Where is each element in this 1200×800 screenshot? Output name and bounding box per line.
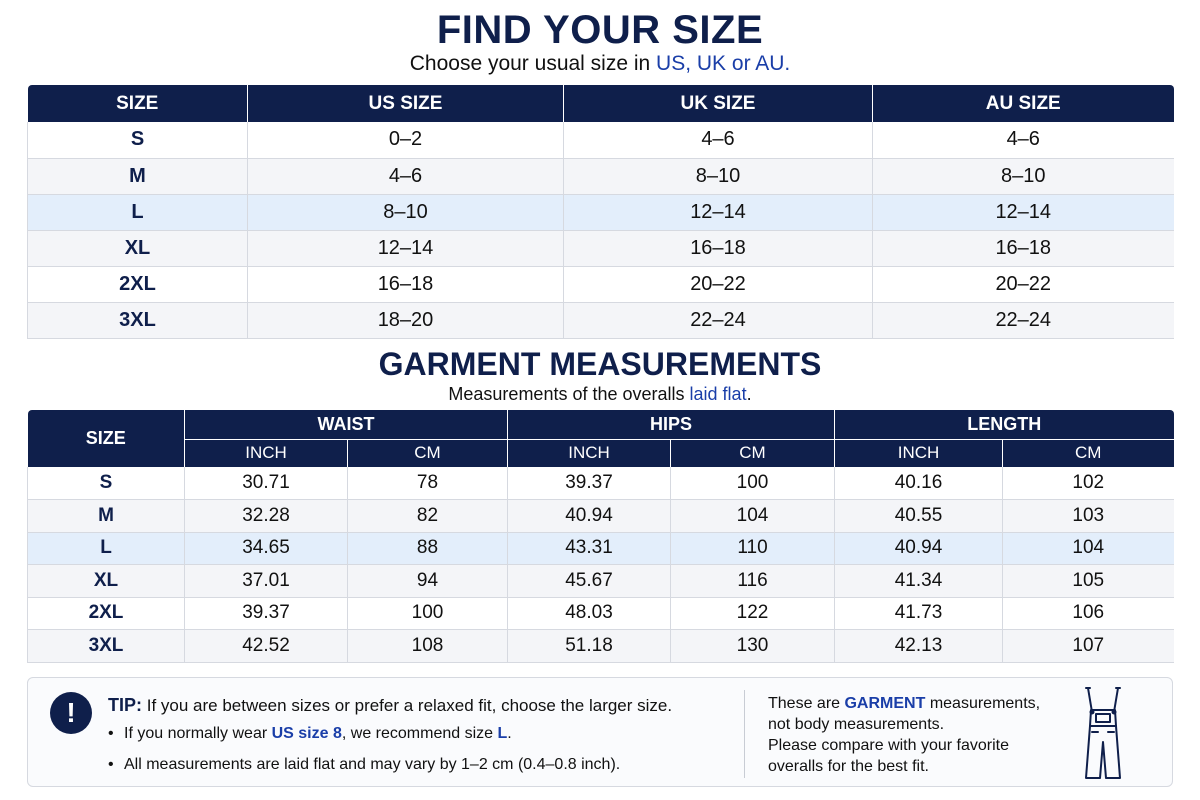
size-cell: XL	[28, 565, 185, 598]
table-row	[28, 194, 1174, 230]
table-row	[28, 302, 1174, 338]
section-subtitle-highlight: laid flat	[689, 384, 747, 404]
table-cell: 20–22	[564, 266, 873, 302]
size-cell: 2XL	[28, 597, 185, 630]
note-line: Please compare with your favorite	[768, 737, 1009, 754]
table-cell: 8–10	[564, 158, 873, 194]
size-cell: 2XL	[28, 266, 248, 302]
table-cell: 104	[671, 500, 835, 533]
exclamation-icon: !	[50, 692, 92, 734]
subtitle-highlight: US, UK or AU.	[656, 52, 791, 75]
table-cell: 102	[1003, 467, 1174, 500]
table-cell: 41.34	[835, 565, 1003, 598]
table-cell: 18–20	[248, 302, 564, 338]
table-cell: 94	[348, 565, 508, 598]
column-header: SIZE	[28, 85, 248, 122]
table-row	[28, 630, 1174, 663]
column-header: UK SIZE	[564, 85, 873, 122]
note-text: measurements,	[925, 695, 1041, 712]
tip-bullet: • All measurements are laid flat and may vary by 1–2 cm (0.4–0.8 inch).	[108, 756, 621, 773]
bullet-text: , we recommend size	[341, 725, 498, 742]
section-subtitle-suffix: .	[746, 384, 752, 404]
table-cell: 16–18	[564, 230, 873, 266]
table-cell: 78	[348, 467, 508, 500]
table-cell: 12–14	[564, 194, 873, 230]
overalls-icon	[1076, 686, 1130, 782]
table-cell: 32.28	[185, 500, 348, 533]
table-cell: 100	[348, 597, 508, 630]
bullet-emphasis: US size 8	[271, 725, 342, 742]
table-row	[28, 597, 1174, 630]
table-cell: 22–24	[873, 302, 1174, 338]
table-cell: 40.55	[835, 500, 1003, 533]
waist-group-header: WAIST	[185, 410, 508, 439]
table-cell: 22–24	[564, 302, 873, 338]
table-cell: 40.16	[835, 467, 1003, 500]
bullet-text: If you normally wear	[124, 725, 272, 742]
table-cell: 8–10	[873, 158, 1174, 194]
size-cell: L	[28, 194, 248, 230]
table-cell: 105	[1003, 565, 1174, 598]
unit-header: INCH	[508, 439, 671, 467]
table-row	[28, 500, 1174, 533]
size-cell: XL	[28, 230, 248, 266]
table-cell: 107	[1003, 630, 1174, 663]
table-row	[28, 122, 1174, 158]
note-emphasis: GARMENT	[844, 695, 926, 712]
tip-text	[108, 695, 672, 716]
table-row	[28, 532, 1174, 565]
table-cell: 40.94	[835, 532, 1003, 565]
table-cell: 20–22	[873, 266, 1174, 302]
tip-label: TIP:	[108, 695, 142, 715]
size-cell: M	[28, 500, 185, 533]
table-cell: 4–6	[248, 158, 564, 194]
page-subtitle	[0, 52, 1200, 76]
table-row	[28, 565, 1174, 598]
table-cell: 40.94	[508, 500, 671, 533]
size-cell: 3XL	[28, 630, 185, 663]
length-group-header: LENGTH	[835, 410, 1174, 439]
table-cell: 16–18	[248, 266, 564, 302]
tip-bullet: • If you normally wear US size 8, we recommend size L.	[108, 725, 512, 742]
table-cell: 48.03	[508, 597, 671, 630]
table-row	[28, 266, 1174, 302]
table-cell: 110	[671, 532, 835, 565]
table-cell: 37.01	[185, 565, 348, 598]
table-cell: 8–10	[248, 194, 564, 230]
table-cell: 100	[671, 467, 835, 500]
table-cell: 12–14	[248, 230, 564, 266]
table-cell: 39.37	[508, 467, 671, 500]
section-title: GARMENT MEASUREMENTS	[378, 346, 822, 382]
page-title: FIND YOUR SIZE	[436, 8, 764, 52]
table-cell: 108	[348, 630, 508, 663]
bullet-emphasis: L	[497, 725, 508, 742]
tip-box	[27, 677, 1173, 787]
size-cell: S	[28, 122, 248, 158]
table-cell: 122	[671, 597, 835, 630]
column-header: US SIZE	[248, 85, 564, 122]
table-row	[28, 230, 1174, 266]
table-cell: 42.52	[185, 630, 348, 663]
unit-header: CM	[348, 439, 508, 467]
section-subtitle-text: Measurements of the overalls	[448, 384, 690, 404]
unit-header: CM	[671, 439, 835, 467]
table-cell: 42.13	[835, 630, 1003, 663]
note-text: These are	[768, 695, 845, 712]
table-cell: 103	[1003, 500, 1174, 533]
group-header-row	[28, 410, 1174, 439]
size-cell: 3XL	[28, 302, 248, 338]
table-cell: 16–18	[873, 230, 1174, 266]
size-cell: L	[28, 532, 185, 565]
table-cell: 104	[1003, 532, 1174, 565]
table-cell: 116	[671, 565, 835, 598]
table-cell: 106	[1003, 597, 1174, 630]
table-cell: 4–6	[873, 122, 1174, 158]
table-cell: 30.71	[185, 467, 348, 500]
size-cell: M	[28, 158, 248, 194]
table-cell: 51.18	[508, 630, 671, 663]
unit-header: CM	[1003, 439, 1174, 467]
table-header-row	[28, 85, 1174, 122]
note-line: overalls for the best fit.	[768, 758, 929, 775]
table-cell: 45.67	[508, 565, 671, 598]
table-cell: 12–14	[873, 194, 1174, 230]
table-cell: 0–2	[248, 122, 564, 158]
table-cell: 130	[671, 630, 835, 663]
size-conversion-table	[27, 85, 1174, 339]
bullet-text: .	[507, 725, 512, 742]
table-cell: 4–6	[564, 122, 873, 158]
subtitle-text: Choose your usual size in	[409, 52, 657, 75]
table-cell: 39.37	[185, 597, 348, 630]
hips-group-header: HIPS	[508, 410, 835, 439]
garment-note	[768, 693, 1068, 777]
note-line: not body measurements.	[768, 716, 945, 733]
table-row	[28, 467, 1174, 500]
size-cell: S	[28, 467, 185, 500]
unit-header: INCH	[185, 439, 348, 467]
unit-header-row	[28, 439, 1174, 467]
table-cell: 43.31	[508, 532, 671, 565]
table-cell: 41.73	[835, 597, 1003, 630]
column-header: AU SIZE	[873, 85, 1174, 122]
unit-header: INCH	[835, 439, 1003, 467]
table-cell: 88	[348, 532, 508, 565]
section-subtitle	[0, 384, 1200, 405]
table-row	[28, 158, 1174, 194]
size-column-header: SIZE	[28, 410, 185, 467]
table-cell: 34.65	[185, 532, 348, 565]
bullet-text: All measurements are laid flat and may vary by 1–2 cm (0.4–0.8 inch).	[124, 756, 621, 773]
divider	[744, 690, 745, 778]
garment-measurements-table	[27, 410, 1174, 663]
tip-body: If you are between sizes or prefer a relaxed fit, choose the larger size.	[142, 696, 673, 715]
table-cell: 82	[348, 500, 508, 533]
